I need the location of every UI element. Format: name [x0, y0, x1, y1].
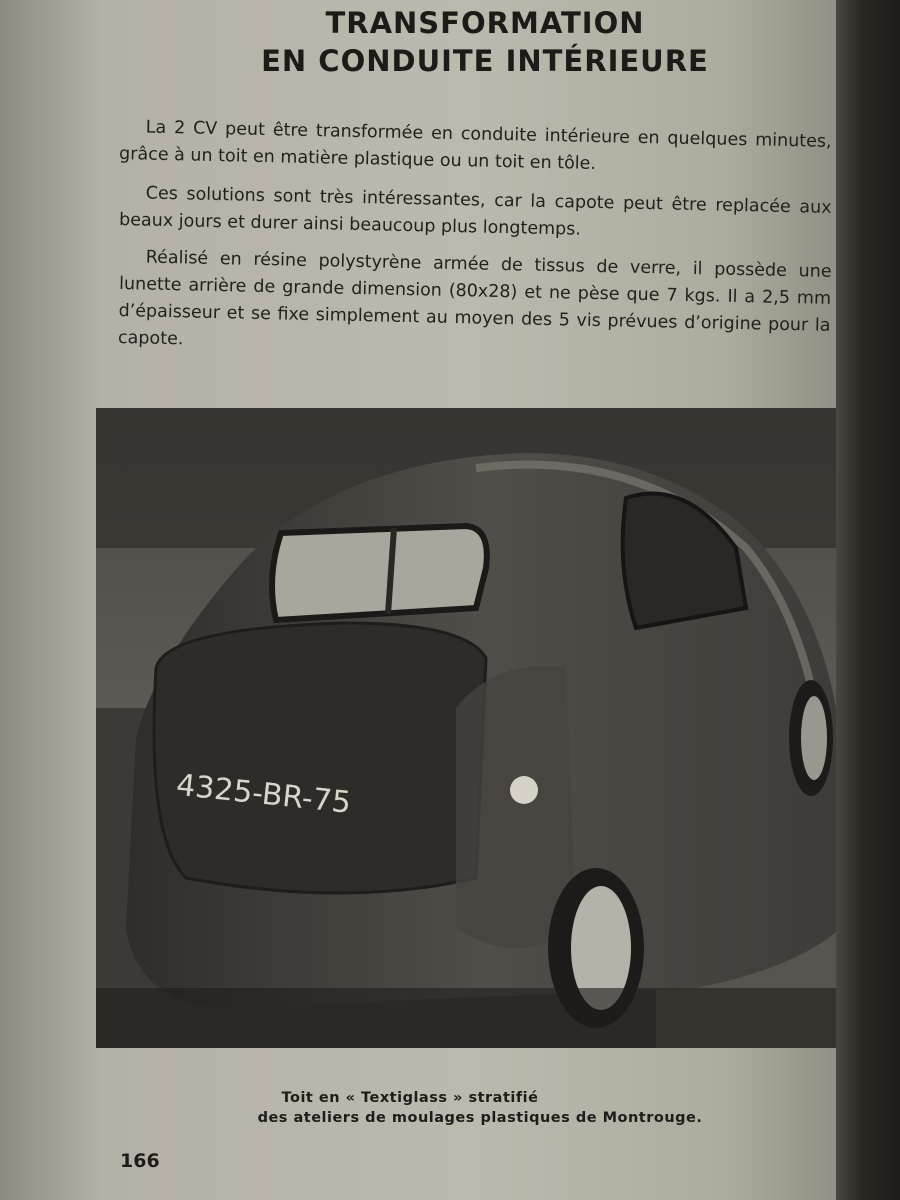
- paragraph-1: La 2 CV peut être transformée en conduite intérieure en quelques minutes, grâce à un toit en matière plastique ou un toit en tôle.: [118, 117, 832, 174]
- caption-line-2: des ateliers de moulages plastiques de Montrouge.: [257, 1110, 703, 1126]
- car-photo: [96, 408, 848, 1048]
- page-title-line-1: TRANSFORMATION: [325, 6, 645, 40]
- page-number: 166: [120, 1150, 160, 1172]
- book-gutter: [836, 0, 900, 1200]
- paragraph-2: Ces solutions sont très intéressantes, car la capote peut être replacée aux beaux jours et durer ainsi beaucoup plus longtemps.: [118, 183, 832, 240]
- paragraph-3: Réalisé en résine polystyrène armée de tissus de verre, il possède une lunette arrière de grande dimension (80x28) et ne pèse que 7 kgs. Il a 2,5 mm d’épaisseur et se fixe simplement au moyen des 5 vis prévues d’origine pour la capote.: [117, 247, 832, 350]
- car-photo-illustration: [96, 408, 848, 1048]
- license-plate: 4325-BR-75: [174, 767, 353, 821]
- caption-line-1: Toit en « Textiglass » stratifié: [281, 1090, 539, 1106]
- page-title-line-2: EN CONDUITE INTÉRIEURE: [261, 44, 709, 78]
